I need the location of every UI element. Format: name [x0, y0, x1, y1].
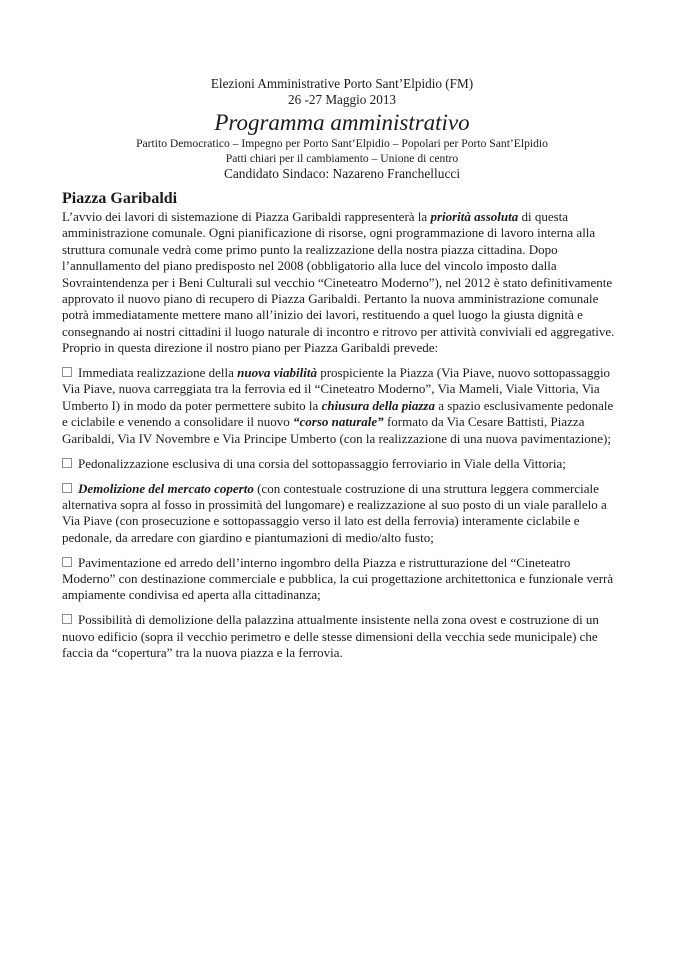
text-run: Pavimentazione ed arredo dell’interno ingombro della Piazza e ristrutturazione del “Cineteatro Moderno” con destinazione commerciale e pubblica, la cui progettazione architettonica e funzionale verrà ampiamente condivisa ed aperta alla cittadinanza;	[62, 554, 614, 603]
bullet-item-market-demolition	[62, 481, 622, 547]
bullet-item-building-demolition	[62, 612, 622, 661]
coalition-parties-line: Partito Democratico – Impegno per Porto Sant’Elpidio – Popolari per Porto Sant’Elpidio	[136, 136, 548, 150]
bullet-item-paving	[62, 555, 622, 604]
text-run: L’avvio dei lavori di sistemazione di Piazza Garibaldi rappresenterà la	[62, 208, 431, 224]
text-run: formato da Via Cesare Battisti, Piazza Garibaldi, Via IV Novembre e Via Principe Umberto (con la realizzazione di una nuova pavimentazione);	[62, 414, 611, 446]
text-run-emphasis: Demolizione del mercato coperto	[78, 480, 254, 496]
section-heading: Piazza Garibaldi	[62, 190, 178, 208]
text-run: di questa amministrazione comunale. Ogni pianificazione di risorse, ogni programmazione di lavoro interna alla struttura comunale vedrà come primo punto la realizzazione della nostra piazza cittadina. Dopo l’annullamento del piano predisposto nel 2008 (obbligatorio alla luce del vincolo imposto dalla Sovraintendenza per i Beni Culturali sul vecchio “Cineteatro Moderno”), nel 2012 è stato definitivamente approvato il nuovo piano di recupero di Piazza Garibaldi. Pertanto la nuova amministrazione comunale potrà immediatamente mettere mano all’inizio dei lavori, restituendo a quel luogo la giusta dignità e consegnando ai nostri cittadini il luogo naturale di incontro e ritrovo per attività conviviali ed aggregative. Proprio in questa direzione il nostro piano per Piazza Garibaldi prevede:	[62, 208, 615, 356]
election-title-line: Elezioni Amministrative Porto Sant’Elpidio (FM)	[210, 76, 474, 91]
empty-checkbox-icon	[62, 557, 72, 567]
bullet-item-pedestrianization	[62, 456, 622, 472]
text-run: a spazio esclusivamente pedonale e ciclabile e venendo a consolidare il nuovo	[62, 397, 614, 430]
text-run-emphasis: priorità assoluta	[430, 208, 519, 224]
bullet-item-viability	[62, 365, 622, 447]
intro-paragraph	[62, 209, 622, 357]
text-run: prospiciente la Piazza (Via Piave, nuovo sottopassaggio Via Piave, nuova carreggiata tra la ferrovia ed il “Cineteatro Moderno”, Via Mameli, Viale Vittoria, Via Umberto I) in modo da poter permettere subito la	[62, 365, 611, 413]
text-run-emphasis: chiusura della piazza	[321, 397, 435, 413]
coalition-line: Patti chiari per il cambiamento – Unione di centro	[225, 151, 459, 165]
program-title: Programma amministrativo	[214, 109, 470, 135]
empty-checkbox-icon	[62, 458, 72, 468]
text-run: Pedonalizzazione esclusiva di una corsia del sottopassaggio ferroviario in Viale della Vittoria;	[78, 455, 566, 471]
election-date-line: 26 -27 Maggio 2013	[287, 92, 397, 108]
empty-checkbox-icon	[62, 367, 72, 377]
text-run-emphasis: “corso naturale”	[293, 414, 384, 430]
empty-checkbox-icon	[62, 483, 72, 493]
empty-checkbox-icon	[62, 614, 72, 624]
text-run-emphasis: nuova viabilità	[237, 365, 317, 381]
candidate-line: Candidato Sindaco: Nazareno Franchellucci	[223, 165, 461, 181]
text-run: Immediata realizzazione della	[78, 365, 238, 381]
document-header	[62, 76, 622, 182]
text-run: Possibilità di demolizione della palazzina attualmente insistente nella zona ovest e costruzione di un nuovo edificio (sopra il vecchio perimetro e delle stesse dimensioni della vecchia sede municipale) che faccia da “copertura” tra la nuova piazza e la ferrovia.	[62, 612, 599, 661]
text-run: (con contestuale costruzione di una struttura leggera commerciale alternativa sopra al fosso in prossimità del lungomare) e realizzazione al suo posto di un viale parallelo a Via Piave (con prosecuzione e sottopassaggio verso il lato est della ferrovia) interamente ciclabile e pedonale, da arredare con giardino e piantumazioni di medio/alto fusto;	[62, 480, 607, 545]
